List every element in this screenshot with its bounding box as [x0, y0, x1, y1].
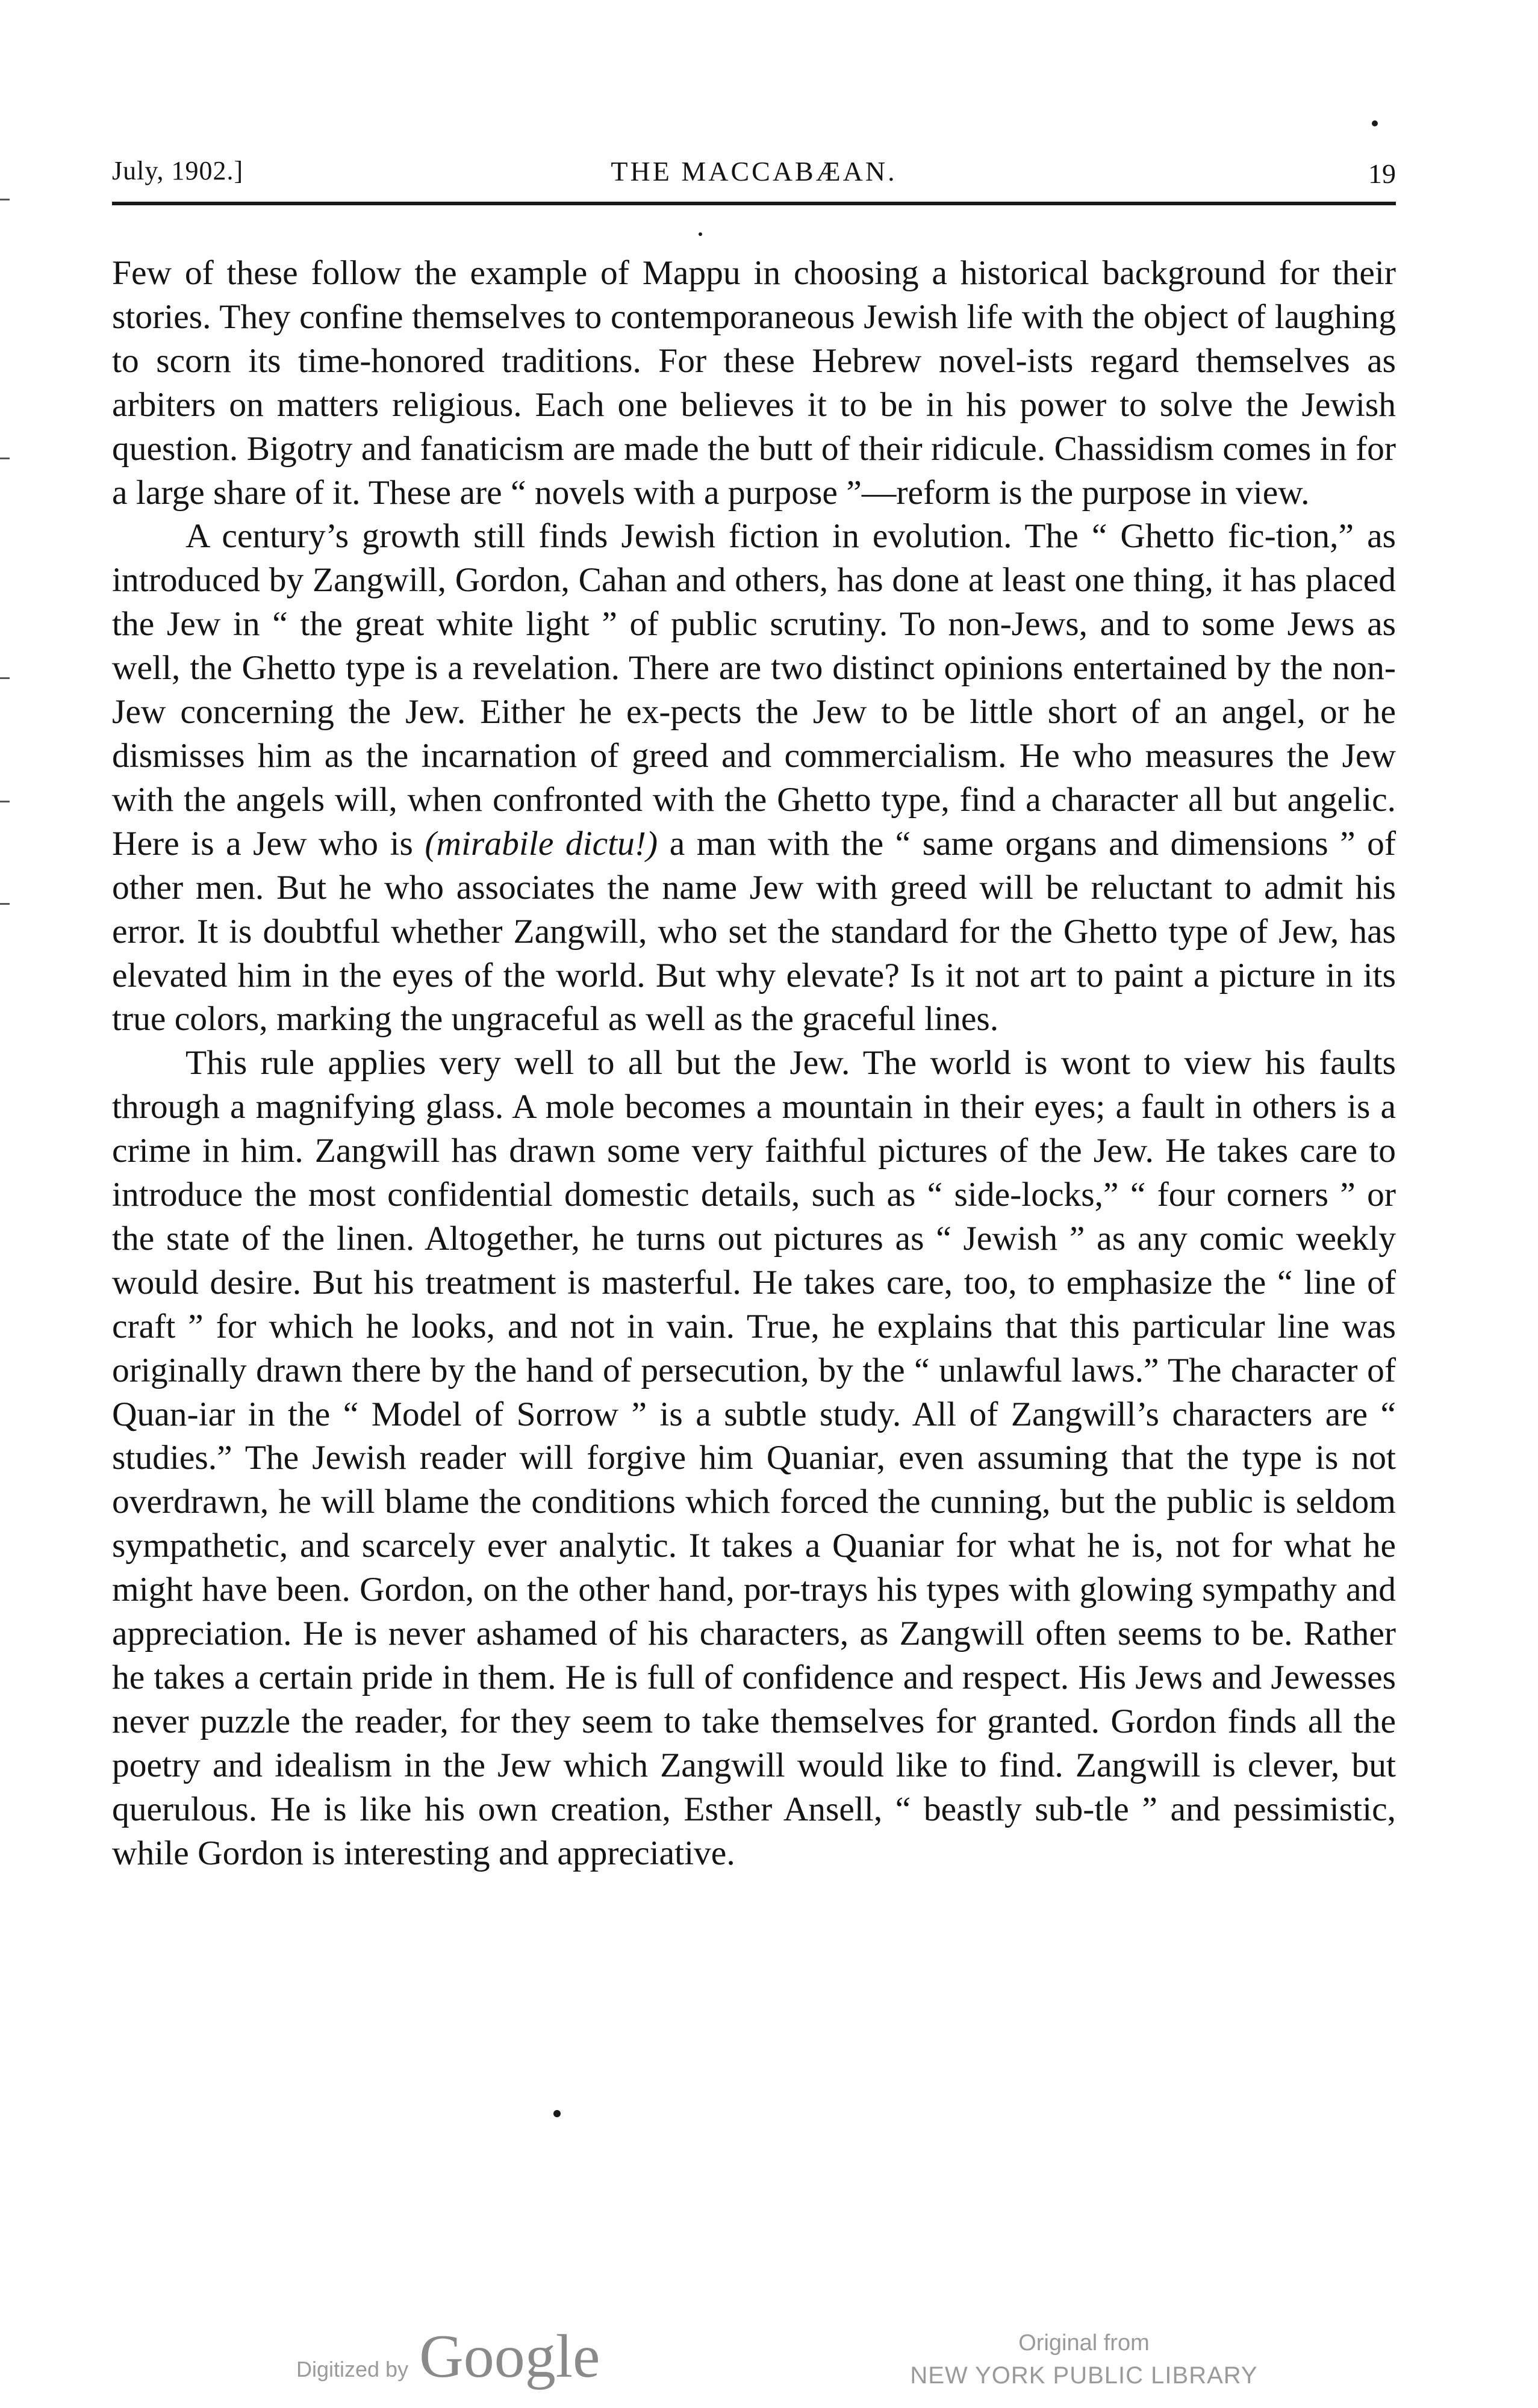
paragraph-1: Few of these follow the example of Mappu in choosing a historical background for their stories. They confine themselves to contemporaneous Jewish life with the object of laughing to scorn its time-honored traditions. For these Hebrew novel-ists regard themselves as arbiters on matters religious. Each one believes it to be in his power to solve the Jewish question. Bigotry and fanaticism are made the butt of their ridicule. Chassidism comes in for a large share of it. These are “ novels with a purpose ”—reform is the purpose in view. [112, 254, 1396, 512]
margin-mark [0, 903, 10, 905]
original-from-label: Original from [1018, 2330, 1150, 2356]
journal-title: THE MACCABÆAN. [611, 156, 897, 187]
running-header [112, 155, 1396, 195]
header-rule [112, 202, 1396, 205]
digitized-by-label: Digitized by [296, 2357, 409, 2382]
ink-dot [553, 2110, 561, 2117]
article-body [112, 252, 1396, 1876]
paragraph-2 [112, 515, 1396, 1041]
margin-mark [0, 677, 10, 679]
margin-mark [0, 458, 10, 459]
google-logo: Google [419, 2323, 600, 2391]
paragraph-2-part-1: A century’s growth still finds Jewish fiction in evolution. The “ Ghetto fic-tion,” as introduced by Zangwill, Gordon, Cahan and others, has done at least one thing, it has placed the Jew in “ the great white light ” of public scrutiny. To non-Jews, and to some Jews as well, the Ghetto type is a revelation. There are two distinct opinions entertained by the non-Jew concerning the Jew. Either he ex-pects the Jew to be little short of an angel, or he dismisses him as the incarnation of greed and commercialism. He who measures the Jew with the angels will, when confronted with the Ghetto type, find a character all but angelic. Here is a Jew who is [112, 517, 1396, 863]
margin-mark [0, 199, 10, 200]
digitized-by-google [296, 2321, 600, 2394]
italic-phrase: (mirabile dictu!) [425, 824, 658, 863]
margin-mark [0, 801, 10, 802]
ink-dot [1372, 120, 1378, 126]
ink-dot [699, 232, 702, 236]
paragraph-2-part-2: a man with the “ same organs and dimensions ” of other men. But he who associates the name Jew with greed will be reluctant to admit his error. It is doubtful whether Zangwill, who set the standard for the Ghetto type of Jew, has elevated him in the eyes of the world. But why elevate? Is it not art to paint a picture in its true colors, marking the ungraceful as well as the graceful lines. [112, 824, 1396, 1038]
page-number: 19 [1368, 158, 1396, 189]
issue-date: July, 1902.] [112, 156, 244, 185]
paragraph-3: This rule applies very well to all but the Jew. The world is wont to view his faults through a magnifying glass. A mole becomes a mountain in their eyes; a fault in others is a crime in him. Zangwill has drawn some very faithful pictures of the Jew. He takes care to introduce the most confidential domestic details, such as “ side-locks,” “ four corners ” or the state of the linen. Altogether, he turns out pictures as “ Jewish ” as any comic weekly would desire. But his treatment is masterful. He takes care, too, to emphasize the “ line of craft ” for which he looks, and not in vain. True, he explains that this particular line was originally drawn there by the hand of persecution, by the “ unlawful laws.” The character of Quan-iar in the “ Model of Sorrow ” is a subtle study. All of Zangwill’s characters are “ studies.” The Jewish reader will forgive him Quaniar, even assuming that the type is not overdrawn, he will blame the conditions which forced the cunning, but the public is seldom sympathetic, and scarcely ever analytic. It takes a Quaniar for what he is, not for what he might have been. Gordon, on the other hand, por-trays his types with glowing sympathy and appreciation. He is never ashamed of his characters, as Zangwill often seems to be. Rather he takes a certain pride in them. He is full of confidence and respect. His Jews and Jewesses never puzzle the reader, for they seem to take themselves for granted. Gordon finds all the poetry and idealism in the Jew which Zangwill would like to find. Zangwill is clever, but querulous. He is like his own creation, Esther Ansell, “ beastly sub-tle ” and pessimistic, while Gordon is interesting and appreciative. [112, 1044, 1396, 1872]
source-library [867, 2327, 1301, 2392]
library-name: NEW YORK PUBLIC LIBRARY [910, 2362, 1258, 2389]
